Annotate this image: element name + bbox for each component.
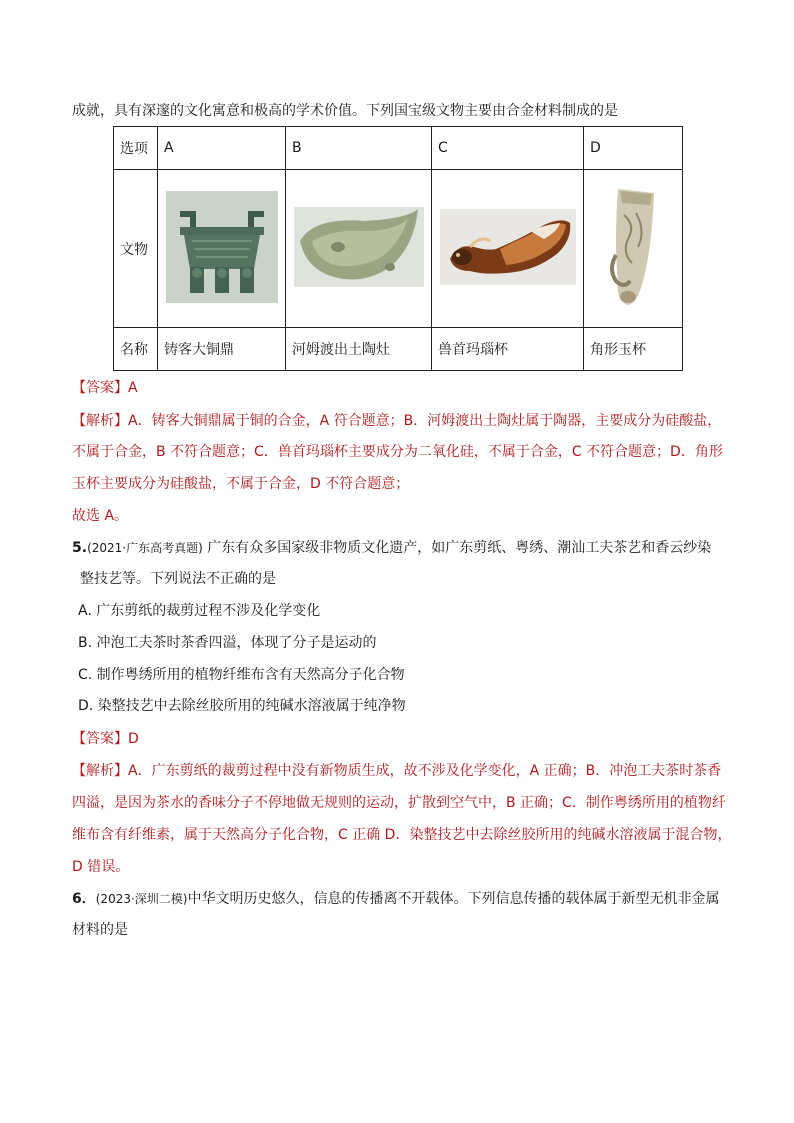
relics-table [113, 126, 683, 371]
q4-analysis-line-1 [72, 411, 721, 431]
header-cell-b: B [286, 127, 432, 170]
header-cell-c: C [432, 127, 584, 170]
name-cell-b: 河姆渡出土陶灶 [286, 328, 432, 371]
answer-tag: 【答案】 [72, 380, 128, 396]
question-4-stem-tail: 成就，具有深邃的文化寓意和极高的学术价值。下列国宝级文物主要由合金材料制成的是 [72, 103, 618, 119]
row-label-relic: 文物 [114, 170, 158, 328]
question-number: 6． [72, 891, 96, 907]
answer-value: A [128, 380, 138, 396]
q5-stem-line-1 [72, 538, 711, 558]
relic-cell-d [584, 170, 683, 328]
question-source: (2023·深圳二模) [95, 892, 188, 906]
q4-analysis-line-4: 故选 A。 [72, 508, 129, 524]
name-cell-c: 兽首玛瑙杯 [432, 328, 584, 371]
q6-stem-line-1 [72, 889, 719, 909]
q5-analysis-line-3: 维布含有纤维素，属于天然高分子化合物，C 正确 D．染整技艺中去除丝胶所用的纯碱水溶液属于混合物， [72, 827, 732, 843]
question-number: 5. [72, 540, 88, 556]
analysis-tag: 【解析】 [72, 413, 128, 429]
answer-tag: 【答案】 [72, 731, 128, 747]
agate-cup-image [440, 209, 576, 285]
q5-analysis-line-1 [72, 761, 721, 781]
q6-stem-line-2: 材料的是 [72, 922, 128, 938]
q5-stem-line-2: 整技艺等。下列说法不正确的是 [80, 571, 276, 587]
q5-option-b: B. 冲泡工夫茶时茶香四溢，体现了分子是运动的 [78, 635, 377, 651]
header-cell-a: A [158, 127, 286, 170]
question-stem: 中华文明历史悠久，信息的传播离不开载体。下列信息传播的载体属于新型无机非金属 [187, 891, 720, 907]
name-cell-d: 角形玉杯 [584, 328, 683, 371]
relic-cell-b [286, 170, 432, 328]
analysis-tag: 【解析】 [72, 763, 128, 779]
q5-option-d: D. 染整技艺中去除丝胶所用的纯碱水溶液属于纯净物 [78, 698, 406, 714]
q5-analysis-line-2: 四溢，是因为茶水的香味分子不停地做无规则的运动，扩散到空气中，B 正确；C．制作粤绣所用的植物纤 [72, 795, 726, 811]
q5-answer [72, 729, 139, 749]
analysis-text: A．铸客大铜鼎属于铜的合金，A 符合题意；B．河姆渡出土陶灶属于陶器，主要成分为硅酸盐， [128, 413, 722, 429]
question-stem: 广东有众多国家级非物质文化遗产，如广东剪纸、粤绣、潮汕工夫茶艺和香云纱染 [207, 540, 712, 556]
q5-analysis-line-4: D 错误。 [72, 859, 130, 875]
q4-answer [72, 378, 138, 398]
q5-option-a: A. 广东剪纸的裁剪过程不涉及化学变化 [78, 603, 321, 619]
analysis-text: A．广东剪纸的裁剪过程中没有新物质生成，故不涉及化学变化，A 正确；B．冲泡工夫茶时茶香 [128, 763, 722, 779]
table-header-row [114, 127, 683, 170]
row-label-name: 名称 [114, 328, 158, 371]
jade-horn-cup-image [606, 185, 660, 309]
header-cell-d: D [584, 127, 683, 170]
name-cell-a: 铸客大铜鼎 [158, 328, 286, 371]
table-name-row [114, 328, 683, 371]
relic-cell-c [432, 170, 584, 328]
q5-option-c: C. 制作粤绣所用的植物纤维布含有天然高分子化合物 [78, 667, 405, 683]
header-cell-option: 选项 [114, 127, 158, 170]
relic-cell-a [158, 170, 286, 328]
q4-analysis-line-3: 玉杯主要成分为硅酸盐，不属于合金，D 不符合题意； [72, 476, 410, 492]
table-relic-row [114, 170, 683, 328]
q4-analysis-line-2: 不属于合金，B 不符合题意；C．兽首玛瑙杯主要成分为二氧化硅，不属于合金，C 不符合题意；D．角形 [72, 444, 723, 460]
bronze-ding-image [166, 191, 278, 303]
question-source: (2021·广东高考真题) [87, 541, 203, 555]
answer-value: D [128, 731, 139, 747]
pottery-stove-image [294, 207, 424, 287]
